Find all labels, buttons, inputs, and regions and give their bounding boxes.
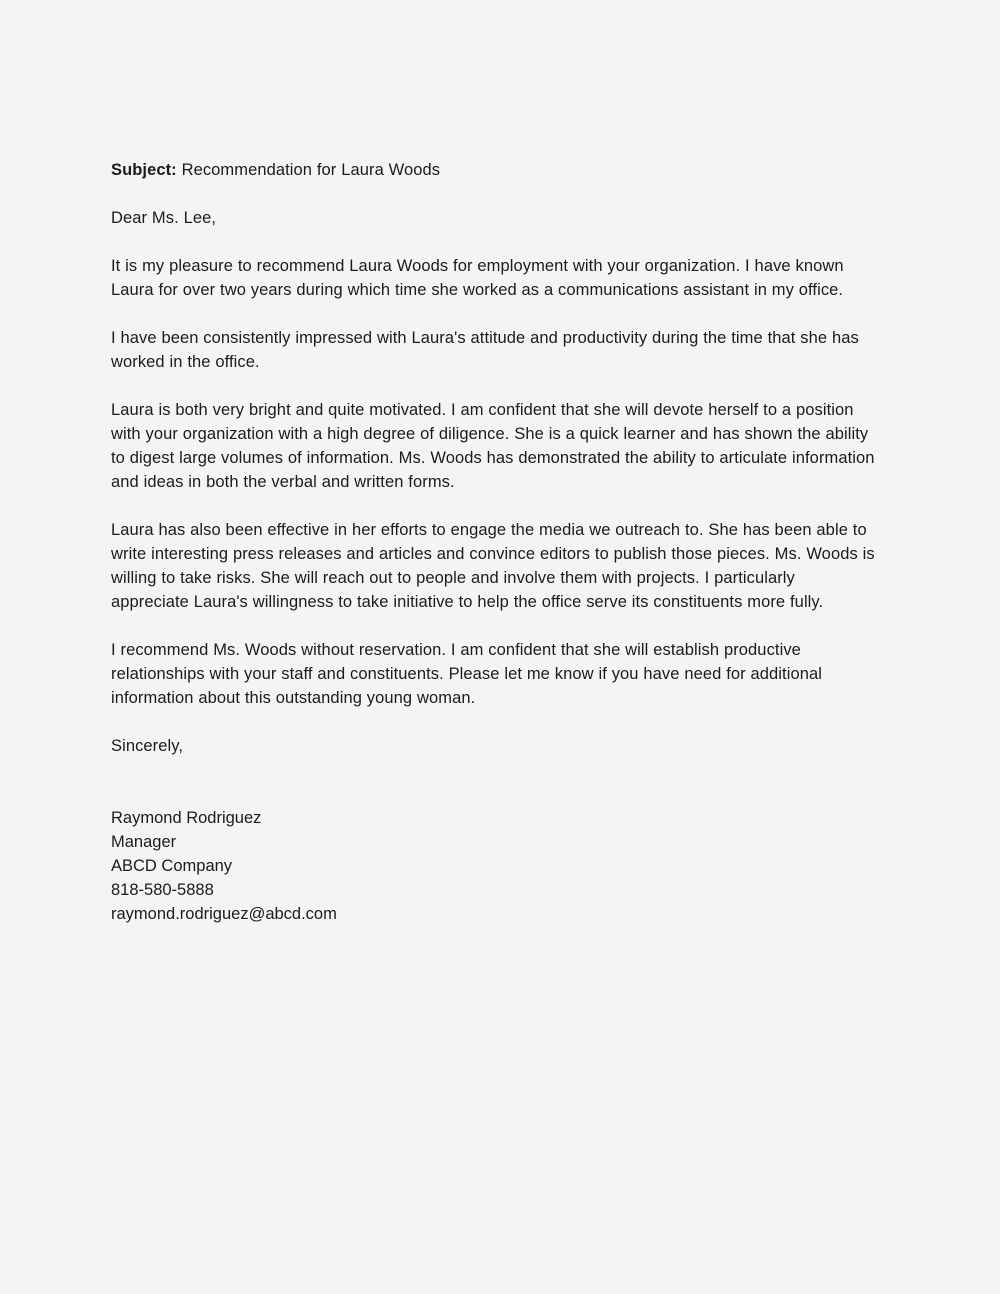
signer-name: Raymond Rodriguez: [111, 809, 262, 827]
salutation: Dear Ms. Lee,: [111, 209, 217, 227]
subject-line: [111, 158, 877, 182]
signer-title: Manager: [111, 833, 177, 851]
paragraph-2: I have been consistently impressed with Laura's attitude and productivity during the time that she has worked in the office.: [111, 329, 859, 371]
signer-company: ABCD Company: [111, 857, 233, 875]
closing: Sincerely,: [111, 737, 184, 755]
letter-body: [111, 158, 877, 926]
signer-email: raymond.rodriguez@abcd.com: [111, 905, 337, 923]
signer-phone: 818-580-5888: [111, 881, 214, 899]
paragraph-3: Laura is both very bright and quite motivated. I am confident that she will devote herself to a position with your organization with a high degree of diligence. She is a quick learner and has shown the ability to digest large volumes of information. Ms. Woods has demonstrated the ability to articulate information and ideas in both the verbal and written forms.: [111, 401, 875, 491]
subject-text: Recommendation for Laura Woods: [176, 161, 441, 179]
paragraph-4: Laura has also been effective in her efforts to engage the media we outreach to. She has been able to write interesting press releases and articles and convince editors to publish those pieces. Ms. Woods is willing to take risks. She will reach out to people and involve them with projects. I particularly appreciate Laura's willingness to take initiative to help the office serve its constituents more fully.: [111, 521, 875, 611]
subject-label: Subject:: [111, 161, 177, 179]
paragraph-1: It is my pleasure to recommend Laura Woods for employment with your organization. I have known Laura for over two years during which time she worked as a communications assistant in my office.: [111, 257, 844, 299]
paragraph-5: I recommend Ms. Woods without reservation. I am confident that she will establish productive relationships with your staff and constituents. Please let me know if you have need for additional information about this outstanding young woman.: [111, 641, 822, 707]
signature-block: [111, 806, 877, 926]
